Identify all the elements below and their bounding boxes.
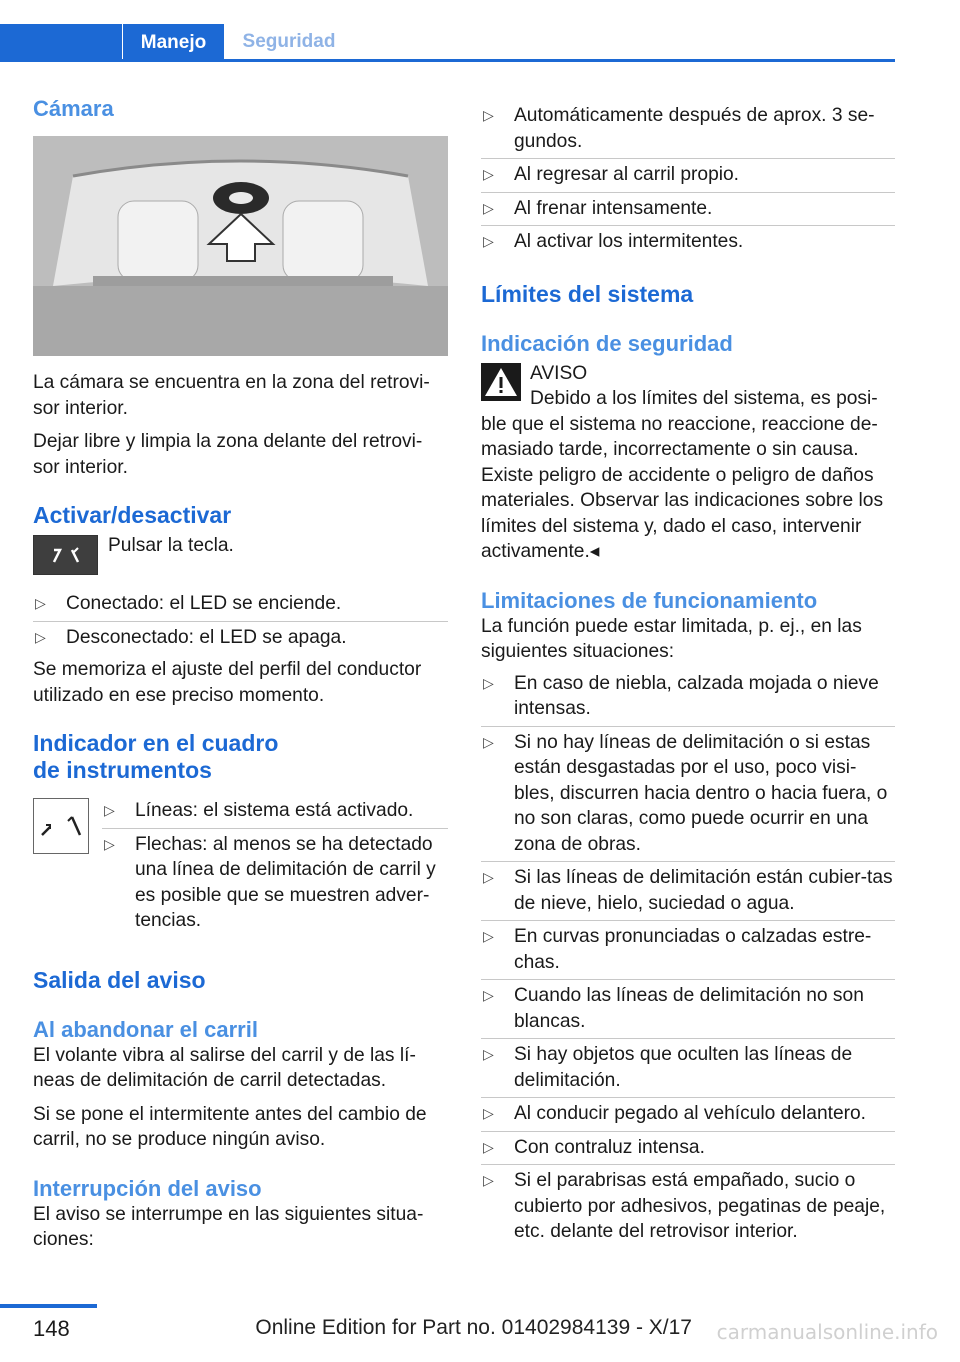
triangle-bullet-icon: ▷	[483, 1105, 494, 1121]
interruption-list	[481, 103, 895, 259]
text-press-key: Pulsar la tecla.	[108, 535, 234, 556]
list-item: ▷ Cuando las líneas de delimitación no son blancas.	[481, 983, 895, 1039]
warning-text: Debido a los límites del sistema, es posi-ble que el sistema no reaccione, reaccione de-masiado tarde, incorrectamente o sin causa. Existe peligro de accidente o peligro de daños materiales. Observar las indicaciones sobre los límites del sistema y, dado el caso, intervenir activamente.◂	[481, 388, 884, 562]
text-interrupcion: El aviso se interrumpe en las siguientes situa-ciones:	[33, 1203, 424, 1250]
heading-activar: Activar/desactivar	[33, 502, 232, 528]
warning-block	[481, 361, 895, 565]
warning-triangle-icon	[481, 363, 521, 401]
triangle-bullet-icon: ▷	[483, 199, 494, 216]
heading-abandonar: Al abandonar el carril	[33, 1016, 258, 1042]
heading-salida: Salida del aviso	[33, 966, 206, 993]
right-column	[481, 95, 895, 1252]
limitations-list	[481, 671, 895, 1249]
list-item: ▷ En caso de niebla, calzada mojada o nieve intensas.	[481, 671, 895, 727]
list-item: ▷ Con contraluz intensa.	[481, 1135, 895, 1166]
heading-indicador: Indicador en el cuadro de instrumentos	[33, 730, 279, 783]
tab-spacer	[0, 24, 122, 62]
indicator-list	[102, 798, 448, 941]
tabbar-underline	[0, 59, 895, 62]
list-item: ▷ Si las líneas de delimitación están cubier-tas de nieve, hielo, suciedad o agua.	[481, 865, 895, 921]
triangle-bullet-icon: ▷	[35, 595, 46, 611]
list-item: ▷ Conectado: el LED se enciende.	[33, 591, 448, 622]
triangle-bullet-icon: ▷	[483, 1138, 494, 1155]
triangle-bullet-icon: ▷	[483, 733, 494, 750]
list-item: ▷ Si hay objetos que oculten las líneas de delimitación.	[481, 1042, 895, 1098]
triangle-bullet-icon: ▷	[483, 1046, 494, 1062]
list-item: ▷ Al activar los intermitentes.	[481, 229, 895, 259]
chapter-tabbar	[0, 24, 895, 62]
footer-accent-line	[0, 1304, 97, 1308]
triangle-bullet-icon: ▷	[483, 987, 494, 1003]
text-memoriza: Se memoriza el ajuste del perfil del conductor utilizado en ese preciso momento.	[33, 659, 422, 706]
lane-key-icon	[33, 535, 98, 575]
tab-seguridad[interactable]: Seguridad	[242, 31, 336, 52]
heading-indicacion: Indicación de seguridad	[481, 330, 733, 356]
triangle-bullet-icon: ▷	[483, 928, 494, 944]
page-number: 148	[33, 1316, 70, 1341]
triangle-bullet-icon: ▷	[35, 628, 46, 645]
heading-limitaciones: Limitaciones de funcionamiento	[481, 587, 818, 613]
text-camara-2: Dejar libre y limpia la zona delante del retrovi-sor interior.	[33, 431, 423, 478]
heading-camara: Cámara	[33, 96, 114, 121]
edition-note: Online Edition for Part no. 01402984139 - X/17	[255, 1316, 692, 1339]
triangle-bullet-icon: ▷	[104, 835, 115, 852]
triangle-bullet-icon: ▷	[483, 166, 494, 182]
triangle-bullet-icon: ▷	[483, 674, 494, 691]
list-item: ▷ Al conducir pegado al vehículo delantero.	[481, 1101, 895, 1132]
list-item: ▷ Automáticamente después de aprox. 3 se-gundos.	[481, 103, 895, 159]
list-item: ▷ Al regresar al carril propio.	[481, 162, 895, 193]
list-item: ▷ Líneas: el sistema está activado.	[102, 798, 448, 829]
heading-interrupcion: Interrupción del aviso	[33, 1175, 262, 1201]
watermark: carmanualsonline.info	[716, 1320, 938, 1344]
triangle-bullet-icon: ▷	[483, 107, 494, 123]
left-column	[33, 95, 448, 1253]
text-camara-1: La cámara se encuentra en la zona del retrovi-sor interior.	[33, 372, 430, 419]
list-item: ▷ Flechas: al menos se ha detectado una línea de delimitación de carril y es posible que se muestren adver-tencias.	[104, 833, 436, 931]
triangle-bullet-icon: ▷	[483, 1172, 494, 1188]
list-item: ▷ Al frenar intensamente.	[481, 196, 895, 227]
list-item: ▷ Desconectado: el LED se apaga.	[33, 625, 448, 655]
warning-title: AVISO	[530, 362, 588, 384]
led-status-list	[33, 591, 448, 654]
triangle-bullet-icon: ▷	[483, 233, 494, 249]
text-limitaciones: La función puede estar limitada, p. ej., en las siguientes situaciones:	[481, 615, 862, 662]
tab-manejo[interactable]: Manejo	[122, 24, 224, 62]
camera-location-image	[33, 136, 448, 356]
triangle-bullet-icon: ▷	[483, 869, 494, 885]
triangle-bullet-icon: ▷	[104, 802, 115, 818]
list-item: ▷ Si el parabrisas está empañado, sucio o cubierto por adhesivos, pegatinas de peaje, etc. delante del retrovisor interior.	[483, 1170, 886, 1242]
text-abandonar-2: Si se pone el intermitente antes del cambio de carril, no se produce ningún aviso.	[33, 1103, 427, 1150]
list-item: ▷ En curvas pronunciadas o calzadas estre-chas.	[481, 924, 895, 980]
list-item: ▷ Si no hay líneas de delimitación o si estas están desgastadas por el uso, poco visi-bles, discurren hacia dentro o hacia fuera, o no son claras, como puede ocurrir en una zona de obras.	[481, 730, 895, 863]
heading-limites: Límites del sistema	[481, 280, 694, 307]
cluster-indicator-icon	[33, 798, 89, 854]
text-abandonar-1: El volante vibra al salirse del carril y de las lí-neas de delimitación de carril detectadas.	[33, 1044, 416, 1091]
